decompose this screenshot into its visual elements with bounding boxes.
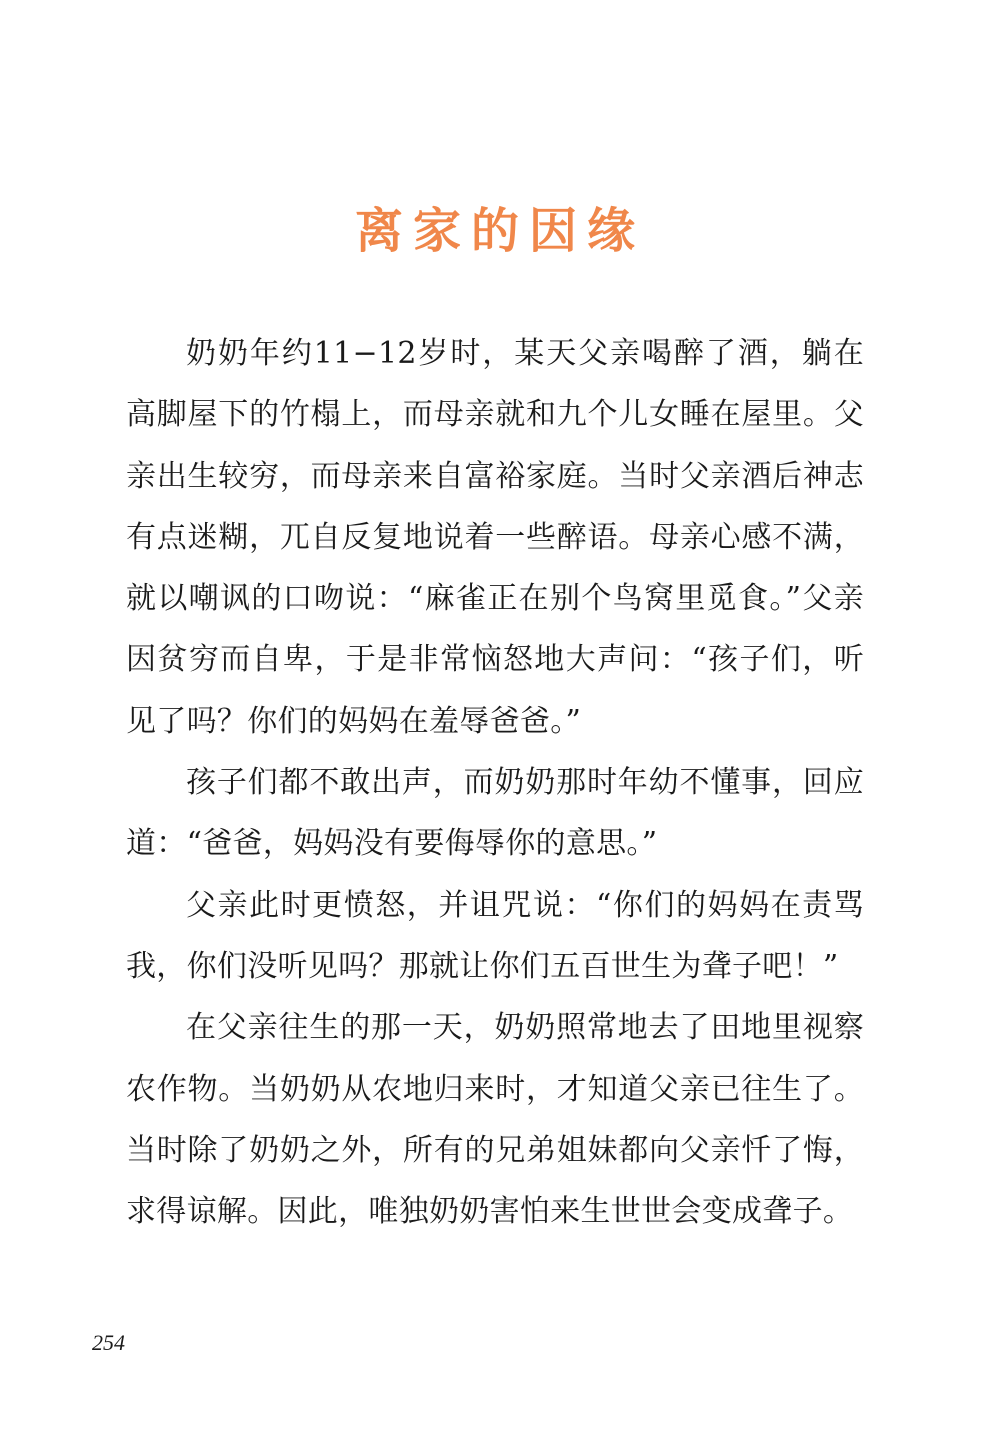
body-text <box>126 323 864 1242</box>
page-number: 254 <box>92 1330 125 1355</box>
paragraph: 奶奶年约11−12岁时，某天父亲喝醉了酒，躺在高脚屋下的竹榻上，而母亲就和九个儿女睡在屋里。父亲出生较穷，而母亲来自富裕家庭。当时父亲酒后神志有点迷糊，兀自反复地说着一些醉语。母亲心感不满，就以嘲讽的口吻说：“麻雀正在别个鸟窝里觅食。”父亲因贫穷而自卑，于是非常恼怒地大声问：“孩子们，听见了吗？你们的妈妈在羞辱爸爸。” <box>126 336 864 739</box>
paragraph: 在父亲往生的那一天，奶奶照常地去了田地里视察农作物。当奶奶从农地归来时，才知道父亲已往生了。当时除了奶奶之外，所有的兄弟姐妹都向父亲忏了悔，求得谅解。因此，唯独奶奶害怕来生世世会变成聋子。 <box>126 1010 864 1230</box>
paragraph: 孩子们都不敢出声，而奶奶那时年幼不懂事，回应道：“爸爸，妈妈没有要侮辱你的意思。” <box>126 765 864 862</box>
paragraph: 父亲此时更愤怒，并诅咒说：“你们的妈妈在责骂我，你们没听见吗？那就让你们五百世生为聋子吧！” <box>126 887 864 984</box>
chapter-title: 离家的因缘 <box>354 203 645 260</box>
